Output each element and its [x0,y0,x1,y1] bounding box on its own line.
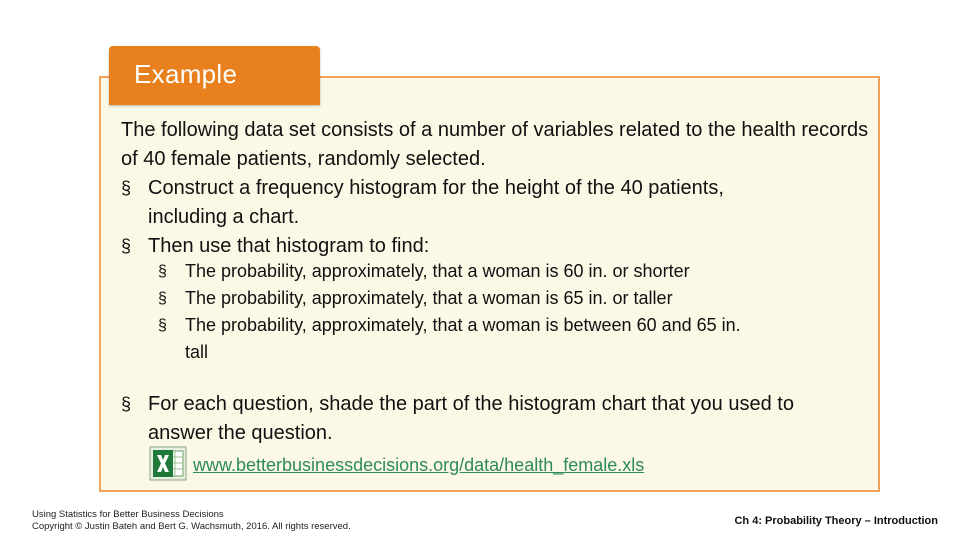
sub-bullet-between-60-65 [158,312,873,366]
bullet-text-continued: including a chart. [148,206,300,228]
footer-copyright-line: Copyright © Justin Bateh and Bert G. Wachsmuth, 2016. All rights reserved. [32,521,351,532]
footer-copyright [32,509,351,533]
bullet-marker: § [121,394,132,414]
bullet-construct-histogram [121,174,871,232]
dataset-link[interactable]: www.betterbusinessdecisions.org/data/health_female.xls [193,455,645,475]
slide-title: Example [134,59,238,89]
bullet-shade-chart [121,390,871,448]
header-tab [109,46,320,105]
bullet-marker: § [158,290,167,307]
sub-bullet-text: The probability, approximately, that a woman is 65 in. or taller [185,288,673,308]
bullet-text: Construct a frequency histogram for the height of the 40 patients, [148,177,724,199]
sub-bullet-60-or-shorter [158,258,868,285]
bullet-text: Then use that histogram to find: [148,235,430,257]
bullet-marker: § [121,236,132,256]
bullet-marker: § [121,178,132,198]
footer-chapter: Ch 4: Probability Theory – Introduction [734,515,938,527]
excel-icon[interactable] [149,446,187,481]
sub-bullet-text: The probability, approximately, that a woman is 60 in. or shorter [185,261,690,281]
bullet-text-continued: answer the question. [148,422,333,444]
sub-bullet-text-continued: tall [185,342,209,362]
bullet-marker: § [158,317,167,334]
bullet-text: For each question, shade the part of the histogram chart that you used to [148,393,794,415]
footer-book-title: Using Statistics for Better Business Decisions [32,509,224,520]
sub-bullet-65-or-taller [158,285,868,312]
bullet-use-histogram [121,232,871,261]
bullet-marker: § [158,263,167,280]
sub-bullet-text: The probability, approximately, that a woman is between 60 and 65 in. [185,315,741,335]
intro-text: The following data set consists of a number of variables related to the health records of 40 female patients, randomly selected. [121,119,869,170]
